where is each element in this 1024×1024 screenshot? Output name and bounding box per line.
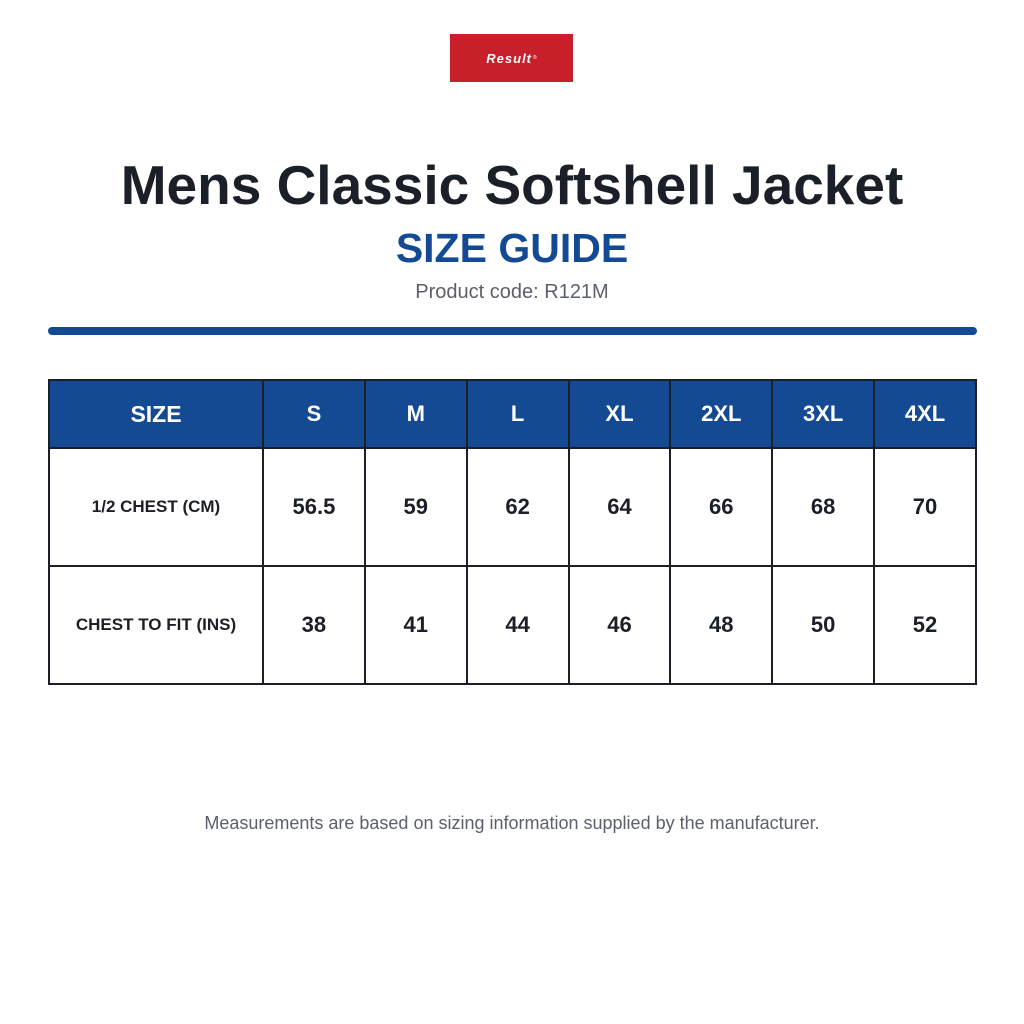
table-cell: 44 — [467, 566, 569, 684]
size-table — [48, 379, 977, 685]
table-cell: 46 — [569, 566, 671, 684]
size-header-s: S — [263, 380, 365, 448]
table-row-half-chest — [49, 448, 976, 566]
table-cell: 70 — [874, 448, 976, 566]
table-cell: 50 — [772, 566, 874, 684]
brand-logo-text: Result — [486, 50, 533, 66]
size-column-header: SIZE — [49, 380, 263, 448]
size-header-xl: XL — [569, 380, 671, 448]
product-code: Product code: R121M — [415, 281, 609, 303]
page-subtitle: SIZE GUIDE — [395, 225, 629, 271]
size-header-row — [49, 380, 976, 448]
table-cell: 56.5 — [263, 448, 365, 566]
table-cell: 38 — [263, 566, 365, 684]
page-title: Mens Classic Softshell Jacket — [120, 154, 904, 216]
table-cell: 52 — [874, 566, 976, 684]
registered-mark: ® — [533, 55, 537, 61]
table-cell: 62 — [467, 448, 569, 566]
size-header-4xl: 4XL — [874, 380, 976, 448]
row-label: 1/2 CHEST (CM) — [49, 448, 263, 566]
row-label: CHEST TO FIT (INS) — [49, 566, 263, 684]
footnote: Measurements are based on sizing information supplied by the manufacturer. — [204, 813, 820, 833]
table-row-chest-to-fit — [49, 566, 976, 684]
table-cell: 59 — [365, 448, 467, 566]
table-cell: 64 — [569, 448, 671, 566]
size-header-l: L — [467, 380, 569, 448]
brand-logo — [450, 34, 573, 82]
size-header-m: M — [365, 380, 467, 448]
table-cell: 41 — [365, 566, 467, 684]
table-cell: 68 — [772, 448, 874, 566]
size-header-2xl: 2XL — [670, 380, 772, 448]
table-cell: 48 — [670, 566, 772, 684]
size-header-3xl: 3XL — [772, 380, 874, 448]
header-divider — [48, 327, 977, 335]
table-cell: 66 — [670, 448, 772, 566]
